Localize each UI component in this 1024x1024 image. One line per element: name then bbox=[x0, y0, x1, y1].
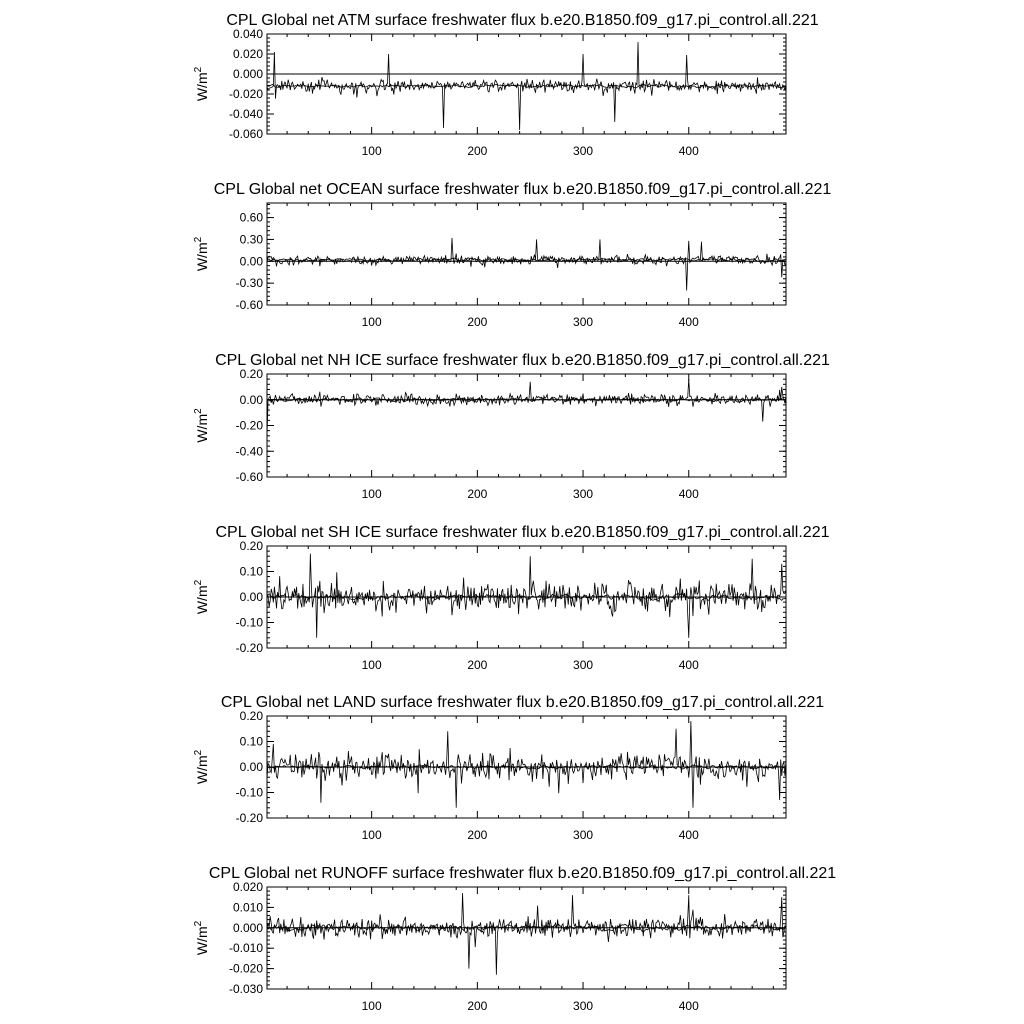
y-tick-label: -0.20 bbox=[235, 418, 263, 433]
y-tick-label: -0.30 bbox=[235, 276, 263, 291]
y-axis-label: $W/m^2$ bbox=[193, 408, 210, 443]
x-tick-label: 100 bbox=[361, 487, 382, 501]
monthly-series-line bbox=[267, 893, 786, 975]
x-tick-label: 400 bbox=[678, 315, 699, 329]
panel-2 bbox=[193, 181, 831, 329]
x-tick-label: 100 bbox=[361, 315, 382, 329]
y-tick-label: -0.030 bbox=[228, 982, 263, 996]
x-tick-label: 200 bbox=[467, 487, 488, 501]
y-tick-label: 0.10 bbox=[239, 564, 263, 579]
x-tick-label: 400 bbox=[678, 487, 699, 501]
y-tick-label: 0.20 bbox=[239, 539, 263, 553]
panel-title: CPL Global net LAND surface freshwater flux b.e20.B1850.f09_g17.pi_control.all.221 bbox=[220, 694, 825, 711]
y-tick-label: 0.010 bbox=[232, 900, 263, 915]
x-tick-label: 300 bbox=[573, 315, 594, 329]
monthly-series-line bbox=[267, 721, 786, 808]
x-tick-label: 400 bbox=[678, 999, 699, 1013]
x-tick-label: 100 bbox=[361, 828, 382, 842]
y-tick-label: 0.00 bbox=[239, 590, 263, 604]
y-tick-label: 0.30 bbox=[239, 232, 263, 247]
y-tick-label: 0.10 bbox=[239, 734, 263, 749]
panel-title: CPL Global net ATM surface freshwater flux b.e20.B1850.f09_g17.pi_control.all.221 bbox=[226, 12, 819, 29]
x-tick-label: 300 bbox=[573, 658, 594, 672]
y-axis-label: $W/m^2$ bbox=[193, 920, 210, 956]
x-tick-label: 300 bbox=[573, 487, 594, 501]
monthly-series-line bbox=[267, 554, 786, 638]
x-tick-label: 400 bbox=[678, 144, 699, 158]
y-tick-label: 0.20 bbox=[239, 367, 263, 381]
x-tick-label: 300 bbox=[573, 999, 594, 1013]
x-tick-label: 200 bbox=[467, 144, 488, 158]
y-tick-label: 0.020 bbox=[232, 47, 263, 61]
y-axis-label: $W/m^2$ bbox=[193, 749, 210, 785]
x-tick-label: 200 bbox=[467, 999, 488, 1013]
y-axis-label: $W/m^2$ bbox=[193, 236, 210, 272]
panel-3 bbox=[193, 352, 830, 501]
panel-5 bbox=[193, 694, 824, 842]
x-tick-label: 200 bbox=[467, 828, 488, 842]
y-axis-label: $W/m^2$ bbox=[193, 66, 210, 102]
y-tick-label: 0.60 bbox=[239, 210, 263, 225]
y-tick-label: -0.20 bbox=[235, 811, 263, 825]
monthly-series-line bbox=[267, 379, 786, 436]
panel-title: CPL Global net RUNOFF surface freshwater flux b.e20.B1850.f09_g17.pi_control.all.221 bbox=[208, 865, 837, 882]
y-tick-label: 0.00 bbox=[239, 760, 263, 774]
y-tick-label: -0.20 bbox=[235, 641, 263, 655]
y-tick-label: -0.60 bbox=[235, 298, 263, 312]
x-tick-label: 100 bbox=[361, 144, 382, 158]
y-tick-label: -0.040 bbox=[228, 107, 263, 121]
panel-title: CPL Global net SH ICE surface freshwater flux b.e20.B1850.f09_g17.pi_control.all.221 bbox=[215, 524, 830, 541]
x-tick-label: 100 bbox=[361, 658, 382, 672]
x-tick-label: 300 bbox=[573, 144, 594, 158]
panel-title: CPL Global net NH ICE surface freshwater flux b.e20.B1850.f09_g17.pi_control.all.221 bbox=[215, 352, 830, 369]
x-tick-label: 200 bbox=[467, 315, 488, 329]
y-tick-label: -0.10 bbox=[235, 615, 263, 630]
x-tick-label: 200 bbox=[467, 658, 488, 672]
y-tick-label: -0.10 bbox=[235, 785, 263, 800]
y-tick-label: -0.020 bbox=[228, 961, 263, 976]
y-axis-label: $W/m^2$ bbox=[193, 579, 210, 615]
x-tick-label: 400 bbox=[678, 658, 699, 672]
plot-frame bbox=[267, 203, 786, 305]
y-tick-label: 0.040 bbox=[232, 27, 263, 41]
panel-title: CPL Global net OCEAN surface freshwater flux b.e20.B1850.f09_g17.pi_control.all.221 bbox=[213, 181, 832, 198]
x-tick-label: 300 bbox=[573, 828, 594, 842]
y-tick-label: 0.00 bbox=[239, 392, 263, 407]
x-tick-label: 400 bbox=[678, 828, 699, 842]
y-tick-label: 0.020 bbox=[232, 880, 263, 894]
plot-frame bbox=[267, 887, 786, 989]
panel-4 bbox=[193, 524, 830, 672]
y-tick-label: 0.20 bbox=[239, 709, 263, 723]
x-tick-label: 100 bbox=[361, 999, 382, 1013]
y-tick-label: -0.010 bbox=[228, 941, 263, 956]
y-tick-label: 0.000 bbox=[232, 67, 263, 81]
y-tick-label: 0.00 bbox=[239, 254, 263, 269]
y-tick-label: -0.60 bbox=[235, 470, 263, 484]
monthly-series-line bbox=[267, 238, 786, 290]
y-tick-label: -0.40 bbox=[235, 444, 263, 459]
panel-1 bbox=[193, 12, 819, 158]
y-tick-label: -0.020 bbox=[228, 87, 263, 101]
panel-6 bbox=[193, 865, 836, 1013]
plot-frame bbox=[267, 374, 786, 477]
y-tick-label: 0.000 bbox=[232, 920, 263, 935]
y-tick-label: -0.060 bbox=[228, 127, 263, 141]
